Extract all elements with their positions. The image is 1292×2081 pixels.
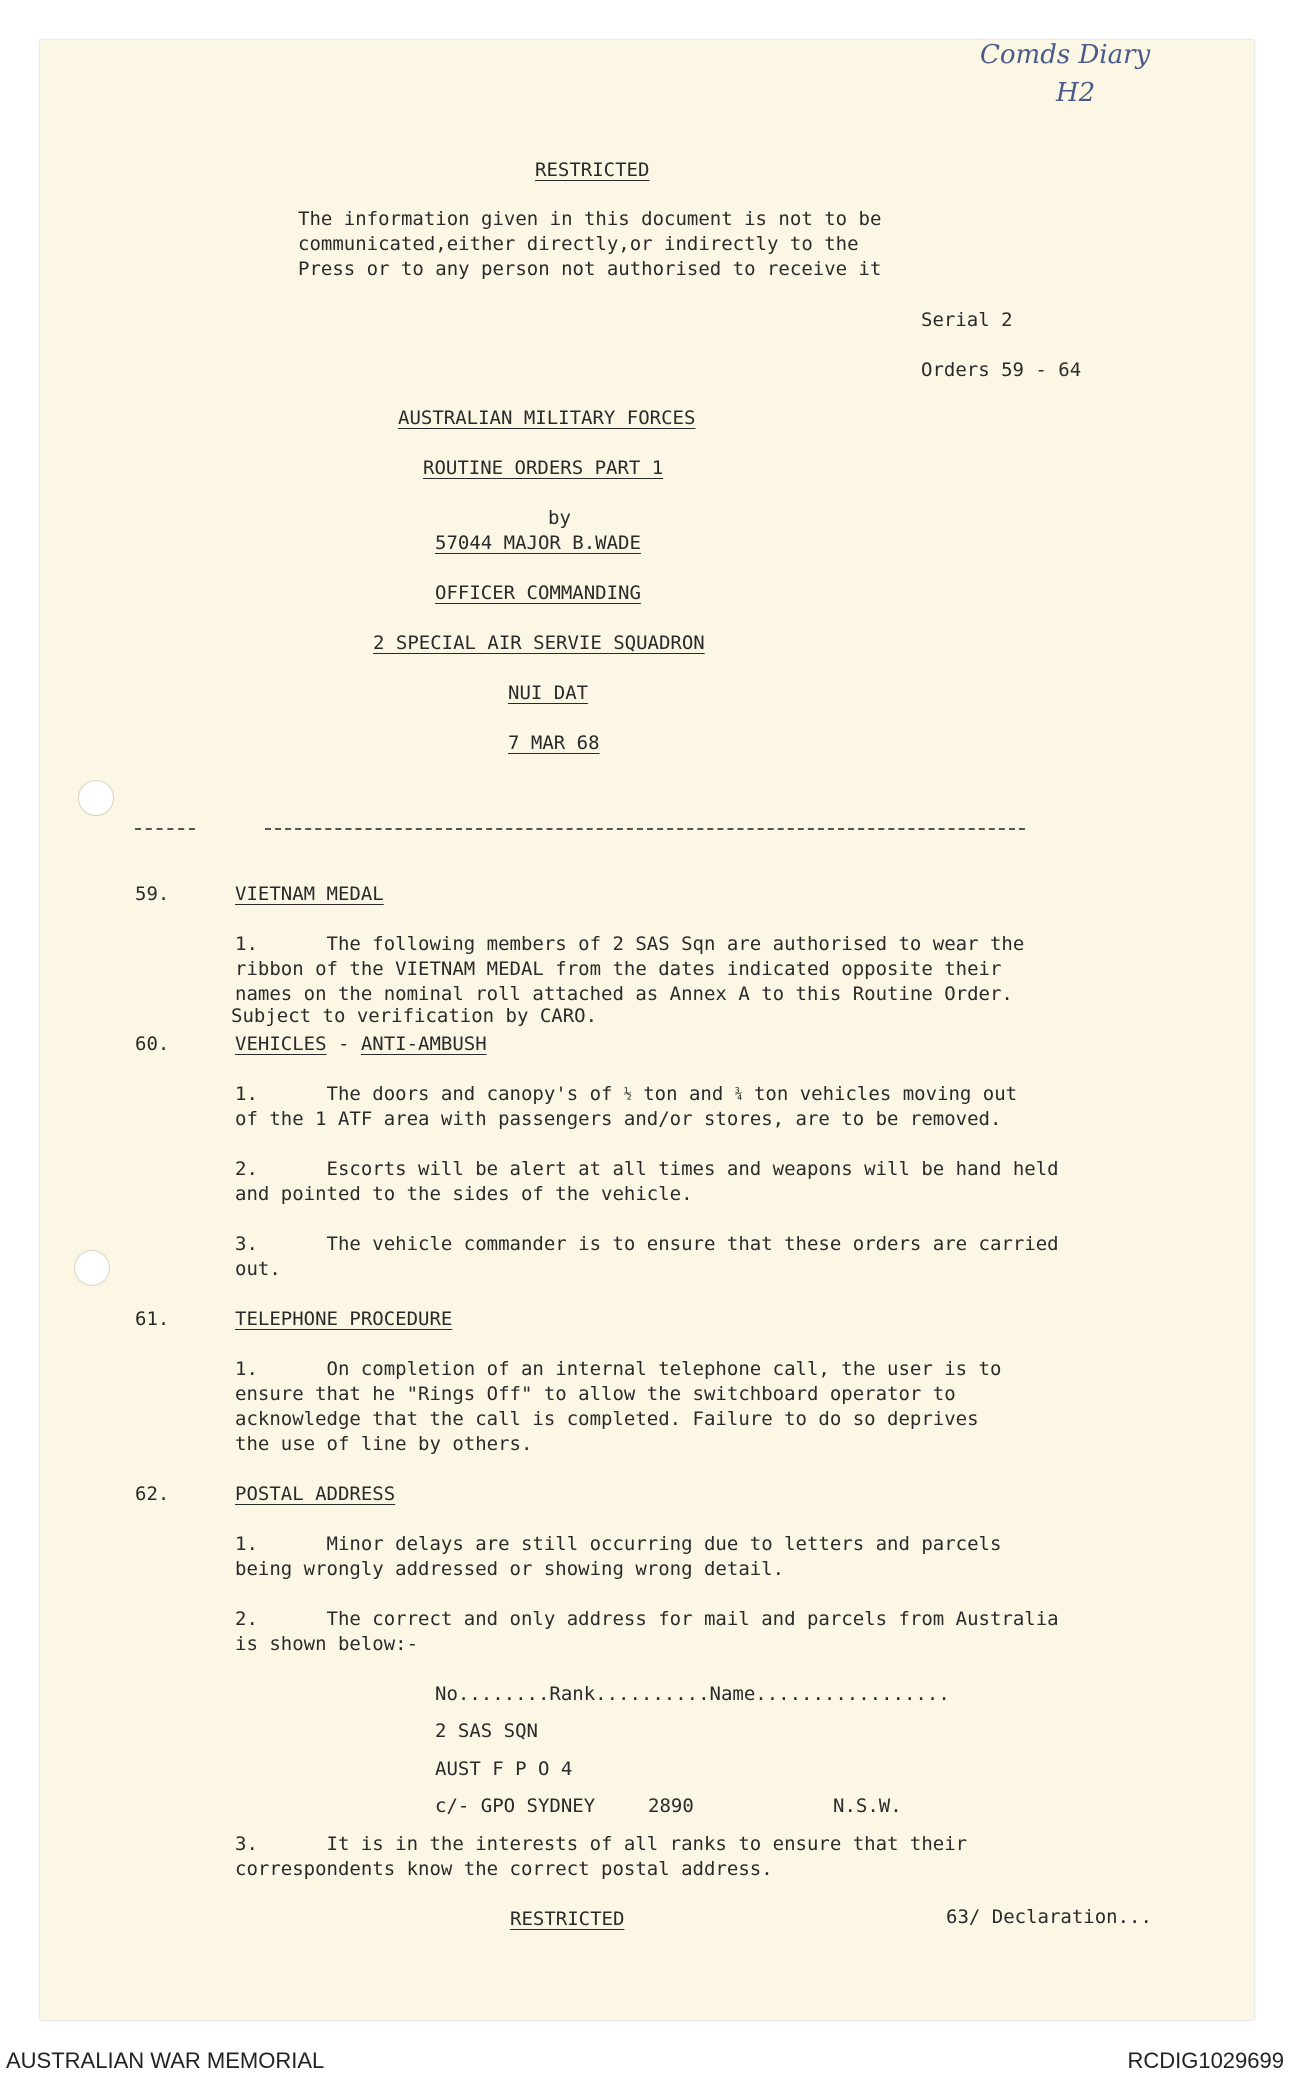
notice-line-2: communicated,either directly,or indirectly to the <box>298 233 859 255</box>
archive-id: RCDIG1029699 <box>1127 2048 1284 2073</box>
punch-hole-upper <box>78 780 114 816</box>
order-61-line-2: ensure that he "Rings Off" to allow the switchboard operator to <box>235 1383 956 1405</box>
handwritten-reference: H2 <box>1056 78 1096 108</box>
order-60-title-b: ANTI-AMBUSH <box>360 1033 487 1055</box>
fraction-half: ½ <box>623 1087 632 1102</box>
title-unit: 2 SPECIAL AIR SERVIE SQUADRON <box>373 632 705 654</box>
order-60-para-3-line-1: 3. The vehicle commander is to ensure that these orders are carried <box>235 1233 1059 1255</box>
document-page <box>40 40 1254 2020</box>
order-60-number: 60. <box>135 1033 170 1055</box>
order-61-title: TELEPHONE PROCEDURE <box>235 1308 453 1330</box>
order-60-title-sep: - <box>326 1033 361 1055</box>
order-60-para-2-line-2: and pointed to the sides of the vehicle. <box>235 1183 693 1205</box>
address-line-4-state: N.S.W. <box>833 1795 902 1817</box>
title-date: 7 MAR 68 <box>508 732 600 754</box>
address-line-1: No........Rank..........Name................. <box>435 1683 950 1705</box>
order-60-title <box>235 1032 487 1057</box>
order-61-line-4: the use of line by others. <box>235 1433 533 1455</box>
continuation-note: 63/ Declaration... <box>946 1906 1152 1928</box>
title-role: OFFICER COMMANDING <box>435 582 641 604</box>
order-60-p1-c: ton vehicles moving out <box>742 1083 1018 1105</box>
title-place: NUI DAT <box>508 682 589 704</box>
order-61-line-1: 1. On completion of an internal telephone call, the user is to <box>235 1358 1002 1380</box>
order-62-para-3-line-2: correspondents know the correct postal address. <box>235 1858 773 1880</box>
order-60-p1-a: 1. The doors and canopy's of <box>235 1083 624 1105</box>
order-60-para-1-line-1 <box>235 1082 1017 1107</box>
order-62-para-1-line-1: 1. Minor delays are still occurring due to letters and parcels <box>235 1533 1002 1555</box>
title-line-2: ROUTINE ORDERS PART 1 <box>423 457 664 479</box>
address-line-2: 2 SAS SQN <box>435 1720 538 1742</box>
order-59-line-3: names on the nominal roll attached as Annex A to this Routine Order. <box>235 983 1013 1005</box>
address-line-4-city: c/- GPO SYDNEY <box>435 1795 596 1817</box>
serial-number: Serial 2 <box>921 309 1013 331</box>
order-59-number: 59. <box>135 883 170 905</box>
order-60-p1-b: ton and <box>631 1083 735 1105</box>
order-62-para-2-line-1: 2. The correct and only address for mail and parcels from Australia <box>235 1608 1059 1630</box>
order-62-para-2-line-2: is shown below:- <box>235 1633 419 1655</box>
orders-range: Orders 59 - 64 <box>921 359 1082 381</box>
order-60-para-2-line-1: 2. Escorts will be alert at all times and weapons will be hand held <box>235 1158 1059 1180</box>
order-59-line-1: 1. The following members of 2 SAS Sqn are authorised to wear the <box>235 933 1025 955</box>
title-by: by <box>548 507 571 529</box>
title-line-1: AUSTRALIAN MILITARY FORCES <box>398 407 696 429</box>
order-61-number: 61. <box>135 1308 170 1330</box>
notice-line-1: The information given in this document is not to be <box>298 208 882 230</box>
order-61-line-3: acknowledge that the call is completed. Failure to do so deprives <box>235 1408 979 1430</box>
order-62-para-3-line-1: 3. It is in the interests of all ranks to ensure that their <box>235 1833 968 1855</box>
notice-line-3: Press or to any person not authorised to receive it <box>298 258 882 280</box>
order-60-para-3-line-2: out. <box>235 1258 281 1280</box>
handwritten-note: Comds Diary <box>980 40 1151 70</box>
address-line-4-postcode: 2890 <box>648 1795 694 1817</box>
fraction-three-quarter: ¾ <box>734 1087 743 1102</box>
order-62-para-1-line-2: being wrongly addressed or showing wrong detail. <box>235 1558 785 1580</box>
restricted-footer: RESTRICTED <box>510 1908 625 1930</box>
archive-credit: AUSTRALIAN WAR MEMORIAL <box>6 2048 325 2073</box>
order-60-title-a: VEHICLES <box>235 1033 327 1055</box>
order-59-line-4: Subject to verification by CARO. <box>231 1005 598 1027</box>
divider-main <box>265 828 1025 830</box>
restricted-header: RESTRICTED <box>535 159 650 181</box>
title-officer: 57044 MAJOR B.WADE <box>435 532 641 554</box>
order-59-line-2: ribbon of the VIETNAM MEDAL from the dates indicated opposite their <box>235 958 1002 980</box>
order-62-number: 62. <box>135 1483 170 1505</box>
order-59-title: VIETNAM MEDAL <box>235 883 384 905</box>
punch-hole-lower <box>74 1250 110 1286</box>
order-62-title: POSTAL ADDRESS <box>235 1483 396 1505</box>
divider-left <box>135 828 195 830</box>
order-60-para-1-line-2: of the 1 ATF area with passengers and/or stores, are to be removed. <box>235 1108 1002 1130</box>
address-line-3: AUST F P O 4 <box>435 1758 573 1780</box>
